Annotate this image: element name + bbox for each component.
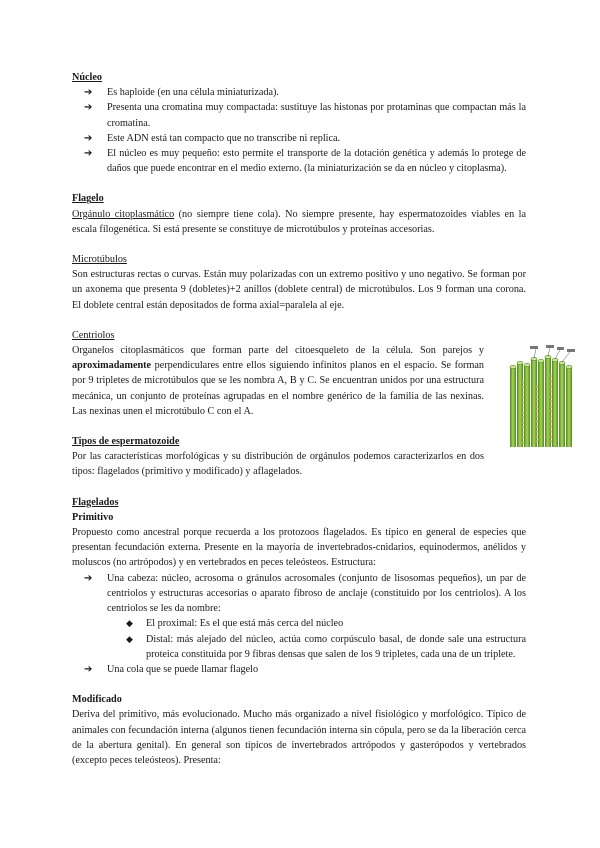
microtubule-triplets [510, 357, 572, 447]
nucleo-list [72, 85, 526, 176]
tipos-heading: Tipos de espermatozoide [72, 436, 180, 448]
diamond-bullet-icon: ◆ [126, 633, 133, 644]
centriolos-subtypes-list [72, 616, 526, 662]
primitivo-structure-list [72, 571, 526, 617]
tipos-paragraph: Por las características morfológicas y su distribución de orgánulos podemos caracterizarlos en dos tipos: flagelados (primitivo y modificado) y aflagelados. [72, 451, 484, 478]
label-dots [530, 345, 575, 352]
modificado-heading: Modificado [72, 694, 122, 706]
flagelados-heading: Flagelados [72, 496, 119, 508]
centriolos-heading: Centriolos [72, 329, 115, 341]
flagelo-paragraph: Orgánulo citoplasmático (no siempre tiene cola). No siempre presente, hay espermatozoides viables en la escala filogenética. Si está presente se constituye de microtúbulos y proteínas accesorias. [72, 208, 526, 235]
arrow-bullet-icon: ➔ [84, 87, 93, 99]
centriolos-paragraph: Organelos citoplasmáticos que forman parte del citoesqueleto de la célula. Son parejos y aproximadamente perpendiculares entre ellos siguiendo infinitos planos en el espacio. Se forman por 9 tripletes de microtúbulos que se les nombra A, B y C. Se encuentran unidos por una estructura mecánica, un conjunto de proteínas agrupadas en el nombre genérico de la familia de las nexinas. Las nexinas unen el microtúbulo C con el A. [72, 345, 484, 417]
centriole-illustration [506, 345, 578, 449]
nucleo-heading: Núcleo [72, 72, 102, 83]
diamond-bullet-icon: ◆ [126, 618, 133, 629]
primitivo-paragraph: Propuesto como ancestral porque recuerda a los protozoos flagelados. Es típico en general de especies que presentan fecundación externa. Presente en la mayoría de invertebrados-cnidarios, equinodermos, anélidos y moluscos (no artrópodos) y en vertebrados en peces teleósteos. Estructura: [72, 527, 526, 569]
list-item: ➔ Es haploide (en una célula miniaturizada). [72, 85, 526, 100]
primitivo-tail-list [72, 662, 526, 677]
microtubulos-heading: Microtúbulos [72, 254, 127, 266]
list-item: ➔ Una cola que se puede llamar flagelo [72, 662, 526, 677]
emphasis-word: aproximadamente [72, 360, 152, 372]
microtubulos-paragraph: Son estructuras rectas o curvas. Están muy polarizadas con un extremo positivo y uno negativo. Se forman por un axonema que presenta 9 (dobletes)+2 anillos (doblete central) de microtúbulos. Los 9 forman una corona. El doblete central están depositados de forma axial=paralela al eje. [72, 269, 526, 311]
document-body [72, 70, 526, 768]
arrow-bullet-icon: ➔ [84, 572, 93, 584]
list-item: ➔ Una cabeza: núcleo, acrosoma o gránulos acrosomales (conjunto de lisosomas pequeños), un par de centriolos y estructuras accesorias o aparato fibroso de anclaje (constituido por los centriolos). A los centriolos se les da nombre: [84, 572, 526, 615]
list-item: ◆ Distal: más alejado del núcleo, actúa como corpúsculo basal, de donde sale una estructura proteica constituida por 9 fibras densas que salen de los 9 tripletes, cada una de un triplete. [126, 633, 526, 660]
arrow-bullet-icon: ➔ [84, 148, 93, 160]
flagelo-term: Orgánulo citoplasmático [72, 208, 175, 220]
list-item: ➔ Este ADN está tan compacto que no transcribe ni replica. [72, 131, 526, 146]
list-item: ➔ El núcleo es muy pequeño: esto permite el transporte de la dotación genética y además lo protege de daños que puede encontrar en el medio externo. (la miniaturización se da en núcleo y citoplasma). [84, 148, 526, 175]
arrow-bullet-icon: ➔ [84, 663, 93, 675]
list-item: ➔ Presenta una cromatina muy compactada: sustituye las histonas por protaminas que compactan más la cromatina. [84, 102, 526, 129]
arrow-bullet-icon: ➔ [84, 132, 93, 144]
primitivo-heading: Primitivo [72, 511, 114, 523]
arrow-bullet-icon: ➔ [84, 102, 93, 114]
modificado-paragraph: Deriva del primitivo, más evolucionado. Mucho más organizado a nivel fisiológico y morfológico. Típico de animales con fecundación interna (algunos tienen fecundación interna sin cópula, pero se da la liberación cerca de la abertura genital). En general son típicos de invertebrados artrópodos y gasterópodos y vertebrados (excepto peces teleósteos). Presenta: [72, 709, 526, 766]
list-item: ◆ El proximal: Es el que está más cerca del núcleo [107, 616, 526, 631]
flagelo-heading: Flagelo [72, 193, 104, 205]
